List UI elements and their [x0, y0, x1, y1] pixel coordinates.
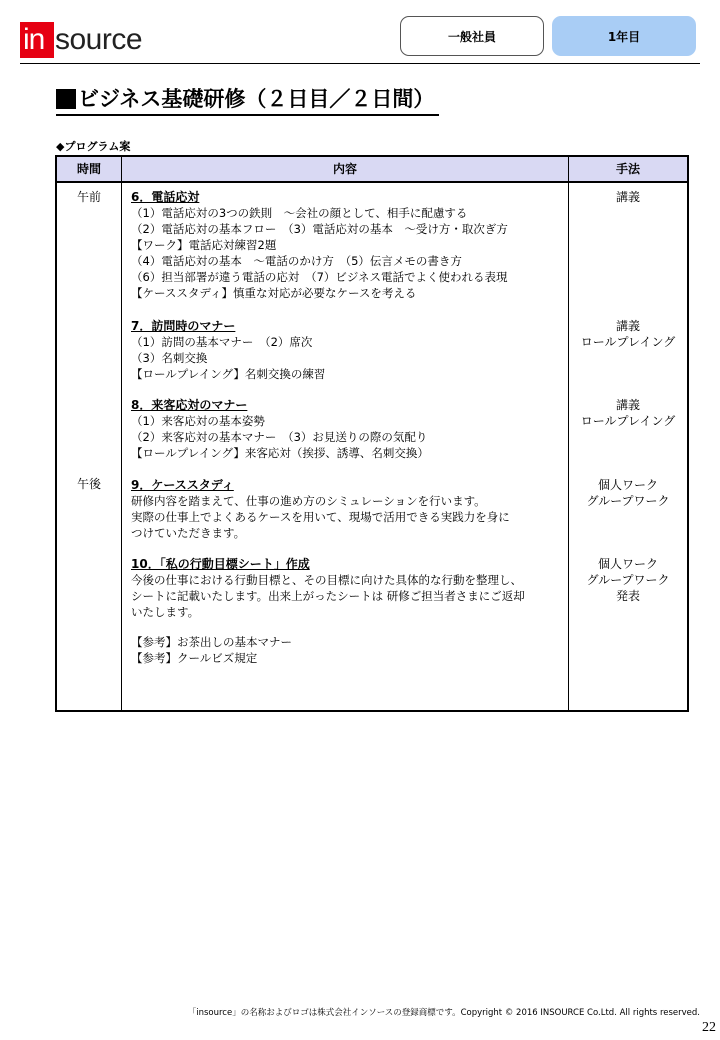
- section-title: 9．ケーススタディ: [131, 478, 234, 492]
- level-tag: 一般社員: [400, 16, 544, 56]
- references-block: [131, 634, 563, 666]
- column-header-content: 内容: [332, 162, 357, 176]
- section-title: 6．電話応対: [131, 190, 200, 204]
- section-line: 【ロールプレイング】来客応対（挨拶、誘導、名刺交換）: [131, 446, 429, 460]
- section-block: [131, 397, 563, 461]
- method-item: 発表: [615, 589, 640, 603]
- method-item: ロールプレイング: [580, 414, 676, 428]
- method-cell: [569, 318, 687, 350]
- program-table: [55, 155, 689, 712]
- section-line: いたします。: [131, 605, 200, 619]
- section-line: 【ロールプレイング】名刺交換の練習: [131, 367, 326, 381]
- column-divider: [121, 157, 122, 710]
- table-header: [57, 157, 687, 183]
- page-title-text: ビジネス基礎研修（２日目／２日間）: [78, 87, 435, 111]
- section-title: 10．「私の行動目標シート」作成: [131, 557, 310, 571]
- method-cell: [569, 556, 687, 604]
- column-header-method: 手法: [615, 162, 640, 176]
- section-line: 【ワーク】電話応対練習2題: [131, 238, 277, 252]
- section-block: [131, 556, 563, 620]
- section-line: 実際の仕事上でよくあるケースを用いて、現場で活用できる実践力を身に: [131, 510, 510, 524]
- section-block: [131, 189, 563, 301]
- section-line: （2）電話応対の基本フロー （3）電話応対の基本 ～受け方・取次ぎ方: [131, 222, 508, 236]
- method-item: 個人ワーク: [597, 478, 658, 492]
- logo-mark: in: [20, 22, 54, 58]
- column-header-time: 時間: [76, 162, 101, 176]
- section-line: （1）来客応対の基本姿勢: [131, 414, 265, 428]
- page-number: 22: [702, 1020, 716, 1035]
- method-item: 個人ワーク: [597, 557, 658, 571]
- section-line: （6）担当部署が違う電話の応対 （7）ビジネス電話でよく使われる表現: [131, 270, 508, 284]
- section-line: 研修内容を踏まえて、仕事の進め方のシミュレーションを行います。: [131, 494, 486, 508]
- method-cell: [569, 189, 687, 205]
- header-divider: [20, 63, 700, 64]
- section-line: つけていただきます。: [131, 526, 246, 540]
- time-pm: 午後: [76, 477, 101, 491]
- page-title: [56, 82, 434, 116]
- section-line: （4）電話応対の基本 ～電話のかけ方 （5）伝言メモの書き方: [131, 254, 462, 268]
- section-block: [131, 477, 563, 541]
- insource-logo: [20, 20, 142, 60]
- method-cell: [569, 397, 687, 429]
- method-item: 講義: [615, 398, 640, 412]
- reference-item: 【参考】クールビズ規定: [131, 651, 258, 665]
- program-label: ◆プログラム案: [56, 140, 131, 153]
- section-line: （3）名刺交換: [131, 351, 208, 365]
- section-line: （1）電話応対の3つの鉄則 ～会社の顔として、相手に配慮する: [131, 206, 468, 220]
- section-line: シートに記載いたします。出来上がったシートは 研修ご担当者さまにご返却: [131, 589, 525, 603]
- section-line: 今後の仕事における行動目標と、その目標に向けた具体的な行動を整理し、: [131, 573, 522, 587]
- method-item: ロールプレイング: [580, 335, 676, 349]
- section-title: 7．訪問時のマナー: [131, 319, 236, 333]
- section-line: （2）来客応対の基本マナー （3）お見送りの際の気配り: [131, 430, 428, 444]
- method-item: グループワーク: [586, 573, 670, 587]
- method-item: 講義: [615, 319, 640, 333]
- copyright-notice: 「insource」の名称およびロゴは株式会社インソースの登録商標です。Copyright © 2016 INSOURCE Co.Ltd. All rights reserved.: [187, 1008, 700, 1018]
- method-cell: [569, 477, 687, 509]
- method-item: グループワーク: [586, 494, 670, 508]
- section-line: 【ケーススタディ】慎重な対応が必要なケースを考える: [131, 286, 417, 300]
- section-line: （1）訪問の基本マナー （2）席次: [131, 335, 313, 349]
- section-block: [131, 318, 563, 382]
- reference-item: 【参考】お茶出しの基本マナー: [131, 635, 292, 649]
- time-am: 午前: [76, 190, 101, 204]
- year-tag: 1年目: [552, 16, 696, 56]
- title-square-icon: [56, 89, 76, 109]
- logo-text: source: [55, 23, 143, 56]
- title-underline: [56, 114, 439, 116]
- column-divider: [568, 157, 569, 710]
- method-item: 講義: [615, 190, 640, 204]
- section-title: 8．来客応対のマナー: [131, 398, 248, 412]
